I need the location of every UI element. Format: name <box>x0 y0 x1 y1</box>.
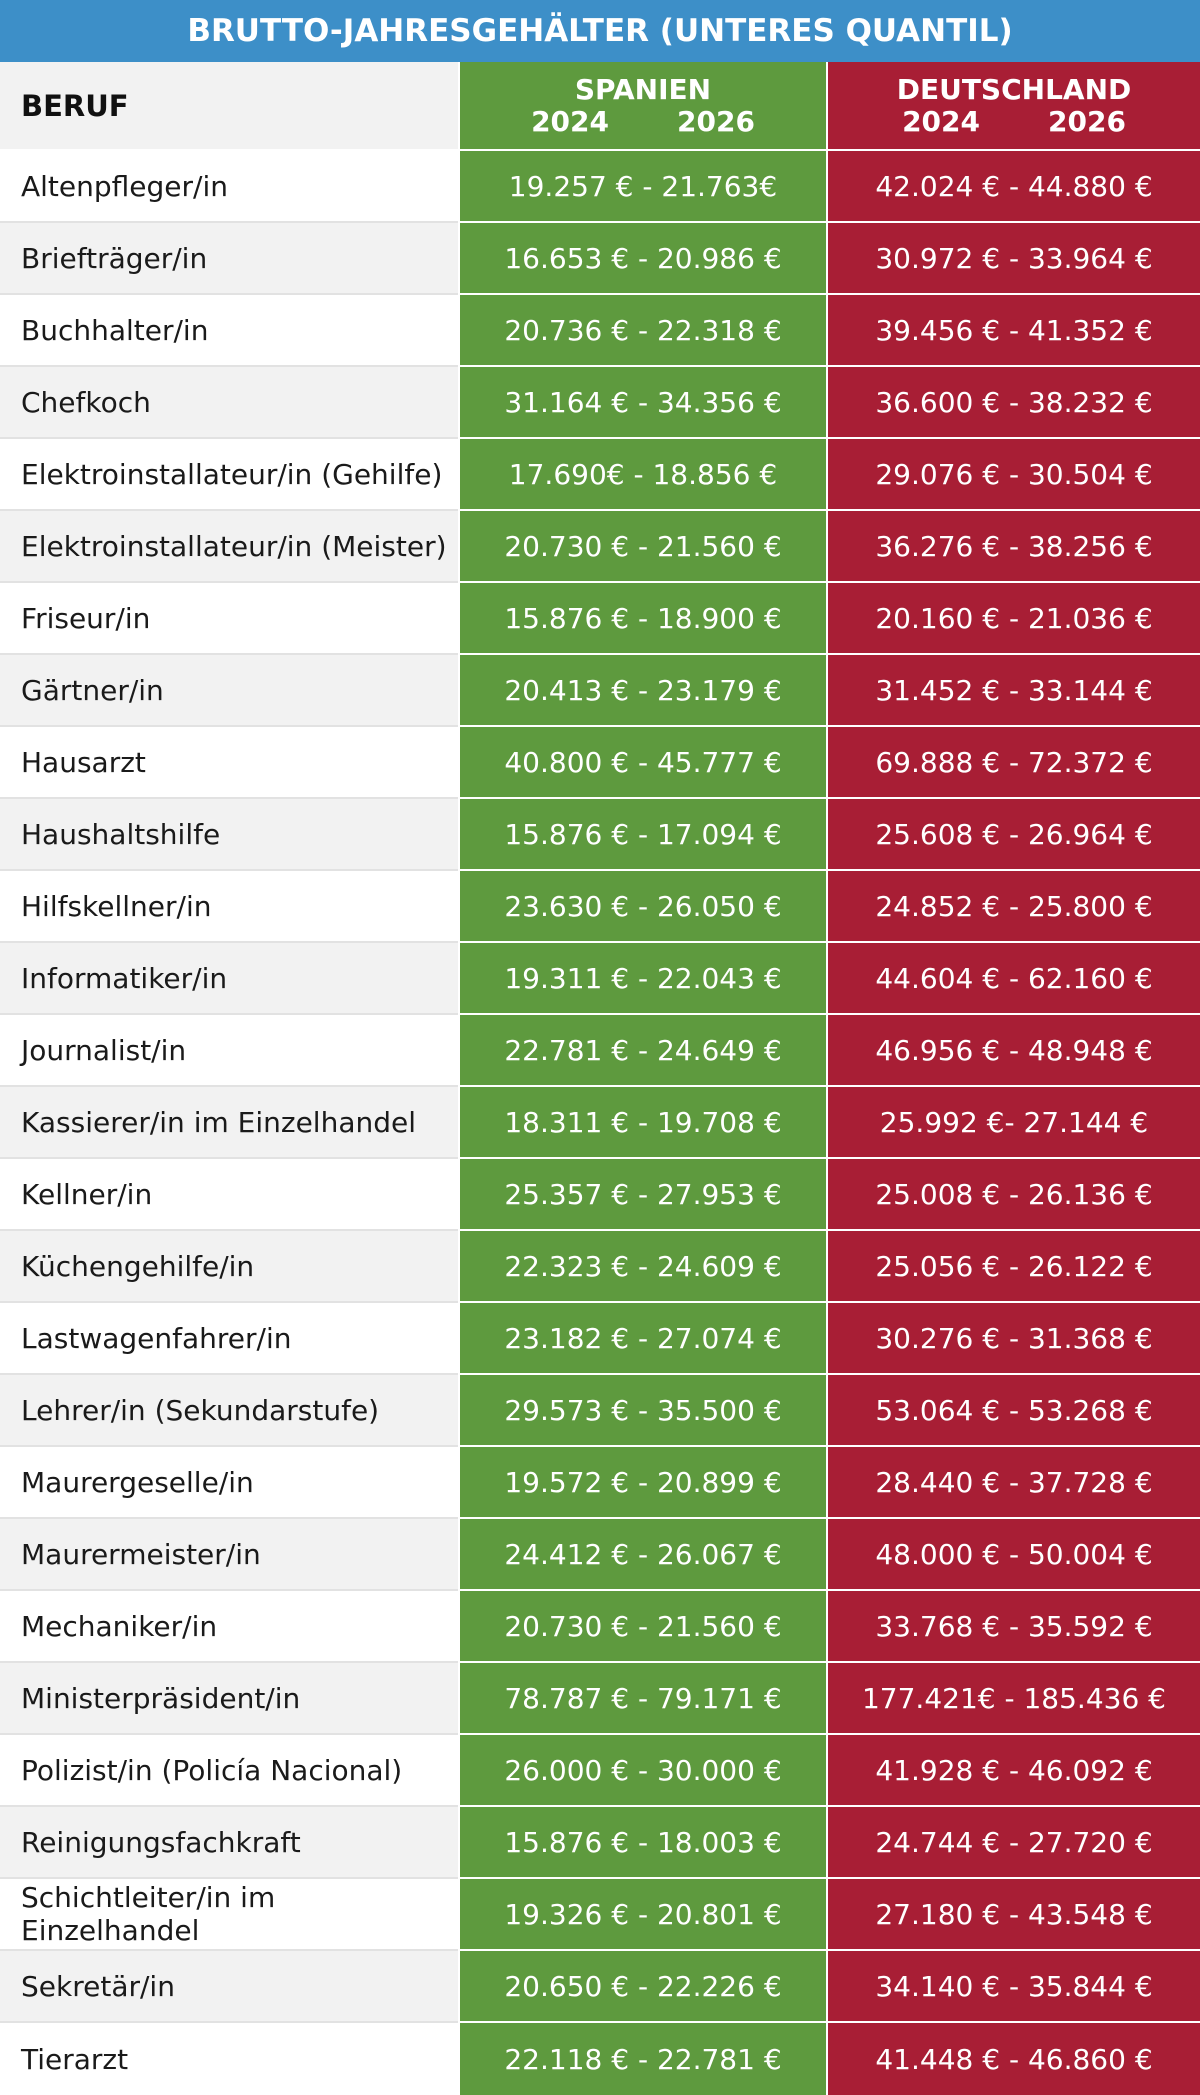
table-row <box>0 1879 1200 1951</box>
beruf-cell: Elektroinstallateur/in (Gehilfe) <box>0 439 458 511</box>
table-body <box>0 151 1200 2095</box>
spain-salary-cell: 22.323 € - 24.609 € <box>458 1231 826 1303</box>
spain-salary-cell: 29.573 € - 35.500 € <box>458 1375 826 1447</box>
beruf-cell: Lehrer/in (Sekundarstufe) <box>0 1375 458 1447</box>
table-row <box>0 1735 1200 1807</box>
table-row <box>0 1663 1200 1735</box>
germany-salary-cell: 41.928 € - 46.092 € <box>826 1735 1200 1807</box>
beruf-cell: Maurergeselle/in <box>0 1447 458 1519</box>
header-spain <box>458 62 826 151</box>
germany-salary-cell: 29.076 € - 30.504 € <box>826 439 1200 511</box>
spain-salary-cell: 20.736 € - 22.318 € <box>458 295 826 367</box>
germany-salary-cell: 48.000 € - 50.004 € <box>826 1519 1200 1591</box>
spain-salary-cell: 22.781 € - 24.649 € <box>458 1015 826 1087</box>
beruf-cell: Buchhalter/in <box>0 295 458 367</box>
spain-salary-cell: 17.690€ - 18.856 € <box>458 439 826 511</box>
header-germany-label: DEUTSCHLAND <box>896 72 1132 106</box>
table-row <box>0 1231 1200 1303</box>
table-row <box>0 583 1200 655</box>
table-row <box>0 1591 1200 1663</box>
beruf-cell: Hausarzt <box>0 727 458 799</box>
beruf-cell: Gärtner/in <box>0 655 458 727</box>
spain-salary-cell: 31.164 € - 34.356 € <box>458 367 826 439</box>
beruf-cell: Haushaltshilfe <box>0 799 458 871</box>
table-row <box>0 799 1200 871</box>
germany-salary-cell: 20.160 € - 21.036 € <box>826 583 1200 655</box>
beruf-cell: Elektroinstallateur/in (Meister) <box>0 511 458 583</box>
header-spain-years <box>531 106 755 138</box>
germany-salary-cell: 69.888 € - 72.372 € <box>826 727 1200 799</box>
table-row <box>0 511 1200 583</box>
table-row <box>0 871 1200 943</box>
table-header-row <box>0 62 1200 151</box>
beruf-cell: Polizist/in (Policía Nacional) <box>0 1735 458 1807</box>
beruf-cell: Tierarzt <box>0 2023 458 2095</box>
spain-salary-cell: 18.311 € - 19.708 € <box>458 1087 826 1159</box>
beruf-cell: Schichtleiter/in im Einzelhandel <box>0 1879 458 1951</box>
beruf-cell: Hilfskellner/in <box>0 871 458 943</box>
spain-salary-cell: 23.630 € - 26.050 € <box>458 871 826 943</box>
spain-salary-cell: 19.311 € - 22.043 € <box>458 943 826 1015</box>
table-row <box>0 943 1200 1015</box>
spain-salary-cell: 20.730 € - 21.560 € <box>458 511 826 583</box>
beruf-cell: Lastwagenfahrer/in <box>0 1303 458 1375</box>
spain-salary-cell: 19.572 € - 20.899 € <box>458 1447 826 1519</box>
header-germany <box>826 62 1200 151</box>
germany-salary-cell: 28.440 € - 37.728 € <box>826 1447 1200 1519</box>
header-spain-year-b: 2026 <box>677 104 755 138</box>
beruf-cell: Journalist/in <box>0 1015 458 1087</box>
beruf-cell: Kassierer/in im Einzelhandel <box>0 1087 458 1159</box>
germany-salary-cell: 25.008 € - 26.136 € <box>826 1159 1200 1231</box>
beruf-cell: Friseur/in <box>0 583 458 655</box>
germany-salary-cell: 46.956 € - 48.948 € <box>826 1015 1200 1087</box>
spain-salary-cell: 19.257 € - 21.763€ <box>458 151 826 223</box>
beruf-cell: Kellner/in <box>0 1159 458 1231</box>
germany-salary-cell: 177.421€ - 185.436 € <box>826 1663 1200 1735</box>
table-row <box>0 1303 1200 1375</box>
spain-salary-cell: 23.182 € - 27.074 € <box>458 1303 826 1375</box>
table-row <box>0 439 1200 511</box>
header-germany-year-b: 2026 <box>1048 104 1126 138</box>
spain-salary-cell: 16.653 € - 20.986 € <box>458 223 826 295</box>
germany-salary-cell: 25.608 € - 26.964 € <box>826 799 1200 871</box>
spain-salary-cell: 15.876 € - 17.094 € <box>458 799 826 871</box>
beruf-cell: Reinigungsfachkraft <box>0 1807 458 1879</box>
spain-salary-cell: 20.730 € - 21.560 € <box>458 1591 826 1663</box>
germany-salary-cell: 25.056 € - 26.122 € <box>826 1231 1200 1303</box>
beruf-cell: Chefkoch <box>0 367 458 439</box>
germany-salary-cell: 36.600 € - 38.232 € <box>826 367 1200 439</box>
germany-salary-cell: 33.768 € - 35.592 € <box>826 1591 1200 1663</box>
page-title: BRUTTO-JAHRESGEHÄLTER (UNTERES QUANTIL) <box>0 0 1200 62</box>
table-row <box>0 151 1200 223</box>
beruf-cell: Altenpfleger/in <box>0 151 458 223</box>
table-row <box>0 1447 1200 1519</box>
table-row <box>0 1087 1200 1159</box>
germany-salary-cell: 31.452 € - 33.144 € <box>826 655 1200 727</box>
germany-salary-cell: 36.276 € - 38.256 € <box>826 511 1200 583</box>
germany-salary-cell: 27.180 € - 43.548 € <box>826 1879 1200 1951</box>
table-row <box>0 655 1200 727</box>
header-spain-year-a: 2024 <box>531 104 609 138</box>
table-row <box>0 727 1200 799</box>
header-germany-year-a: 2024 <box>902 104 980 138</box>
germany-salary-cell: 39.456 € - 41.352 € <box>826 295 1200 367</box>
beruf-cell: Küchengehilfe/in <box>0 1231 458 1303</box>
germany-salary-cell: 34.140 € - 35.844 € <box>826 1951 1200 2023</box>
germany-salary-cell: 30.972 € - 33.964 € <box>826 223 1200 295</box>
beruf-cell: Mechaniker/in <box>0 1591 458 1663</box>
spain-salary-cell: 20.650 € - 22.226 € <box>458 1951 826 2023</box>
spain-salary-cell: 26.000 € - 30.000 € <box>458 1735 826 1807</box>
beruf-cell: Briefträger/in <box>0 223 458 295</box>
table-row <box>0 1807 1200 1879</box>
salary-table <box>0 62 1200 2095</box>
germany-salary-cell: 24.744 € - 27.720 € <box>826 1807 1200 1879</box>
germany-salary-cell: 41.448 € - 46.860 € <box>826 2023 1200 2095</box>
spain-salary-cell: 78.787 € - 79.171 € <box>458 1663 826 1735</box>
beruf-cell: Maurermeister/in <box>0 1519 458 1591</box>
header-spain-label: SPANIEN <box>574 72 712 106</box>
spain-salary-cell: 15.876 € - 18.900 € <box>458 583 826 655</box>
germany-salary-cell: 30.276 € - 31.368 € <box>826 1303 1200 1375</box>
beruf-cell: Informatiker/in <box>0 943 458 1015</box>
spain-salary-cell: 19.326 € - 20.801 € <box>458 1879 826 1951</box>
spain-salary-cell: 40.800 € - 45.777 € <box>458 727 826 799</box>
header-beruf: BERUF <box>0 62 458 151</box>
germany-salary-cell: 25.992 €- 27.144 € <box>826 1087 1200 1159</box>
spain-salary-cell: 24.412 € - 26.067 € <box>458 1519 826 1591</box>
beruf-cell: Sekretär/in <box>0 1951 458 2023</box>
table-row <box>0 1015 1200 1087</box>
table-row <box>0 1519 1200 1591</box>
table-row <box>0 1159 1200 1231</box>
table-row <box>0 223 1200 295</box>
table-row <box>0 295 1200 367</box>
germany-salary-cell: 42.024 € - 44.880 € <box>826 151 1200 223</box>
spain-salary-cell: 25.357 € - 27.953 € <box>458 1159 826 1231</box>
germany-salary-cell: 53.064 € - 53.268 € <box>826 1375 1200 1447</box>
header-germany-years <box>902 106 1126 138</box>
spain-salary-cell: 20.413 € - 23.179 € <box>458 655 826 727</box>
spain-salary-cell: 22.118 € - 22.781 € <box>458 2023 826 2095</box>
table-row <box>0 1375 1200 1447</box>
germany-salary-cell: 44.604 € - 62.160 € <box>826 943 1200 1015</box>
spain-salary-cell: 15.876 € - 18.003 € <box>458 1807 826 1879</box>
beruf-cell: Ministerpräsident/in <box>0 1663 458 1735</box>
table-row <box>0 2023 1200 2095</box>
germany-salary-cell: 24.852 € - 25.800 € <box>826 871 1200 943</box>
table-row <box>0 1951 1200 2023</box>
table-row <box>0 367 1200 439</box>
